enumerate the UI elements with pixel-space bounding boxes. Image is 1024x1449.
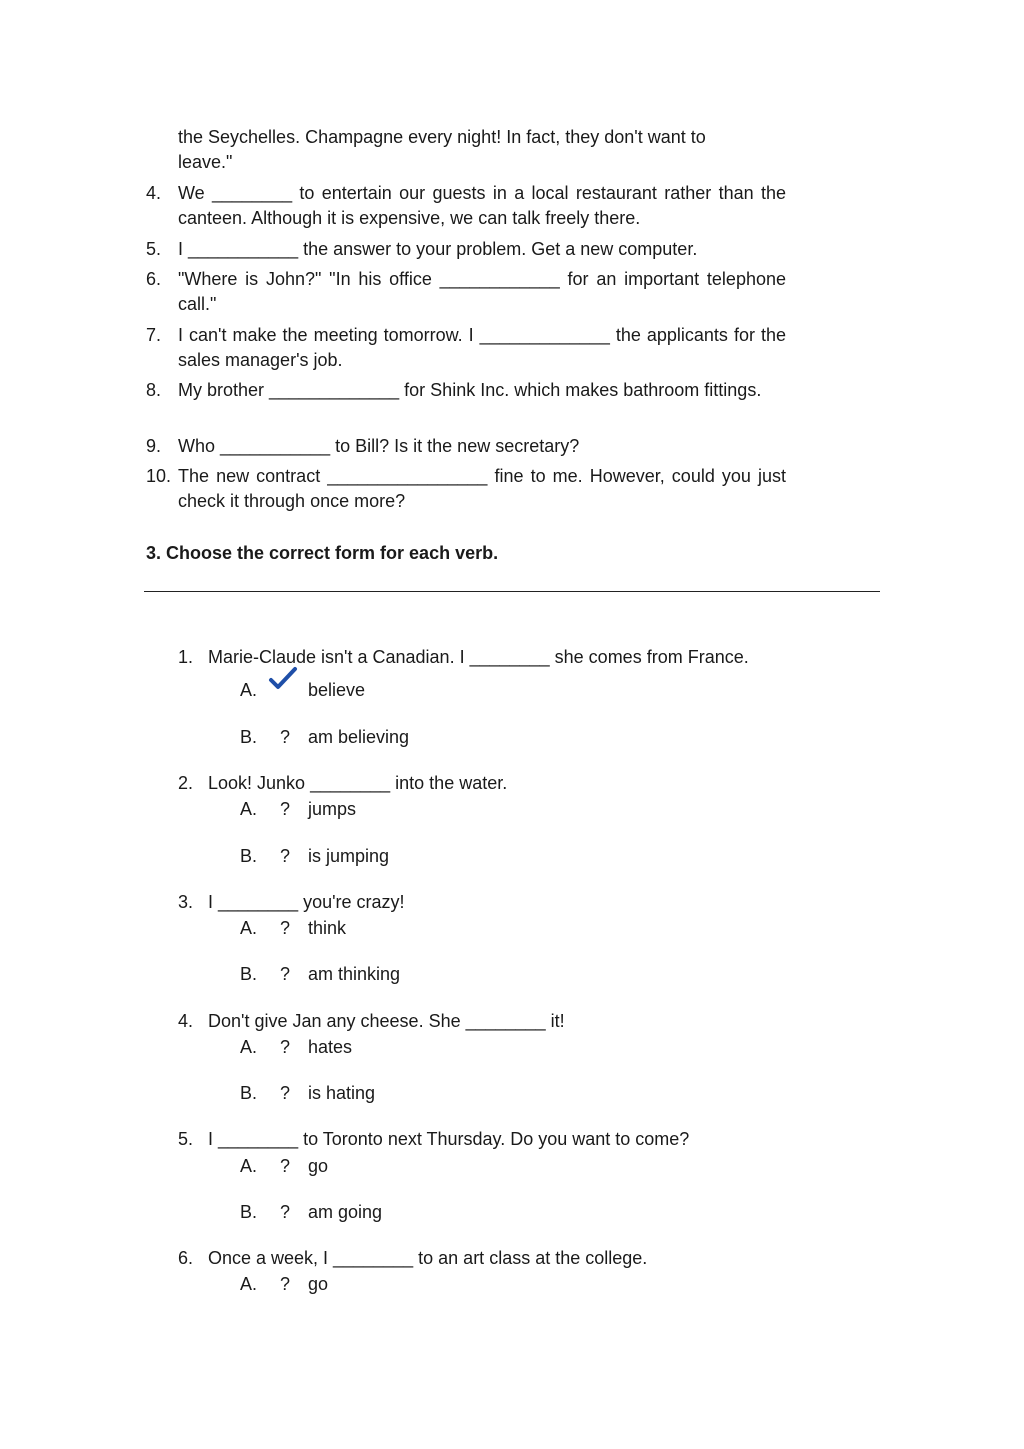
item-text: I ___________ the answer to your problem. Get a new computer. <box>178 239 698 259</box>
option-mark: ? <box>280 1083 291 1103</box>
question-number: 6. <box>178 1248 194 1268</box>
option-mark: ? <box>280 1274 291 1294</box>
option-label: am going <box>308 1202 383 1222</box>
question-stem: Once a week, I ________ to an art class at the college. <box>208 1248 648 1268</box>
option-letter: B. <box>240 964 258 984</box>
option-label: is hating <box>308 1083 376 1103</box>
option-label: believe <box>308 680 366 700</box>
option-label: go <box>308 1274 329 1294</box>
item-number: 7. <box>146 325 162 345</box>
item-number: 8. <box>146 380 162 400</box>
option-label: go <box>308 1156 329 1176</box>
option-mark: ? <box>280 846 291 866</box>
option-letter: B. <box>240 846 258 866</box>
check-icon <box>268 666 298 694</box>
section-title: 3. Choose the correct form for each verb. <box>146 543 499 563</box>
option-mark: ? <box>280 799 291 819</box>
option-label: am believing <box>308 727 410 747</box>
option-label: jumps <box>308 799 357 819</box>
option-mark: ? <box>280 1037 291 1057</box>
option-mark: ? <box>280 1156 291 1176</box>
option-letter: A. <box>240 680 258 700</box>
continuation-line-2: leave." <box>178 152 233 172</box>
item-number: 4. <box>146 183 162 203</box>
option-label: think <box>308 918 347 938</box>
option-letter: B. <box>240 1202 258 1222</box>
option-letter: A. <box>240 1274 258 1294</box>
question-number: 5. <box>178 1129 194 1149</box>
option-mark: ? <box>280 918 291 938</box>
option-letter: A. <box>240 799 258 819</box>
item-text: I can't make the meeting tomorrow. I _____________ the applicants for the sales manager's job. <box>178 325 786 370</box>
option-label: hates <box>308 1037 353 1057</box>
item-text: "Where is John?" "In his office ____________ for an important telephone call." <box>178 269 786 314</box>
question-number: 2. <box>178 773 194 793</box>
option-letter: B. <box>240 727 258 747</box>
item-text: Who ___________ to Bill? Is it the new secretary? <box>178 436 580 456</box>
item-text: The new contract ________________ fine to me. However, could you just check it through once more? <box>178 466 786 511</box>
option-letter: A. <box>240 1037 258 1057</box>
question-number: 3. <box>178 892 194 912</box>
item-text: We ________ to entertain our guests in a local restaurant rather than the canteen. Although it is expensive, we can talk freely there. <box>178 183 786 228</box>
divider <box>144 591 880 592</box>
question-stem: Marie-Claude isn't a Canadian. I ________ she comes from France. <box>208 647 749 667</box>
option-letter: A. <box>240 1156 258 1176</box>
continuation-line-1: the Seychelles. Champagne every night! In fact, they don't want to <box>178 127 706 147</box>
option-letter: A. <box>240 918 258 938</box>
item-number: 6. <box>146 269 162 289</box>
question-stem: I ________ you're crazy! <box>208 892 405 912</box>
option-letter: B. <box>240 1083 258 1103</box>
item-number: 10. <box>146 466 172 486</box>
question-number: 1. <box>178 647 194 667</box>
question-stem: I ________ to Toronto next Thursday. Do you want to come? <box>208 1129 690 1149</box>
item-text: My brother _____________ for Shink Inc. which makes bathroom fittings. <box>178 380 762 400</box>
option-label: am thinking <box>308 964 401 984</box>
item-number: 9. <box>146 436 162 456</box>
option-mark: ? <box>280 727 291 747</box>
question-stem: Don't give Jan any cheese. She ________ it! <box>208 1011 565 1031</box>
option-mark: ? <box>280 964 291 984</box>
question-stem: Look! Junko ________ into the water. <box>208 773 508 793</box>
option-label: is jumping <box>308 846 390 866</box>
question-number: 4. <box>178 1011 194 1031</box>
option-mark: ? <box>280 1202 291 1222</box>
item-number: 5. <box>146 239 162 259</box>
